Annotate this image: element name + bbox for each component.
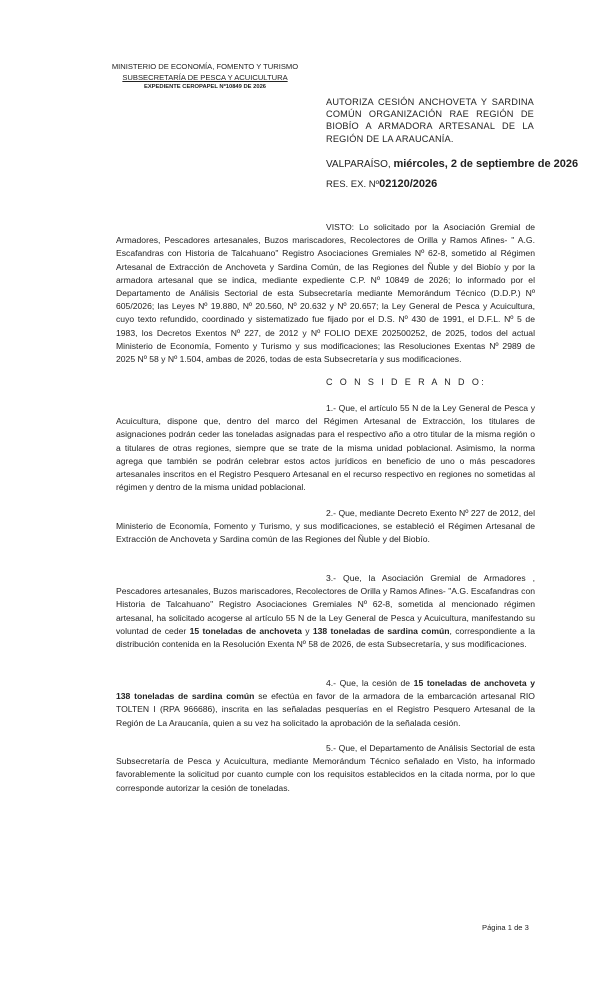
considerando-3 [116,572,535,651]
resolution-value: 02120/2026 [379,178,438,190]
considerando-1: 1.- Que, el artículo 55 N de la Ley General de Pesca y Acuicultura, dispone que, dentro del marco del Régimen Artesanal de Extracción, los titulares de asignaciones podrán ceder las toneladas asignadas para el respectivo año a otro titular de la misma región o a titulares de otras regiones, siempre que se trate de la misma unidad poblacional. Asimismo, la norma agrega que también se podrán celebrar estos actos jurídicos en beneficio de uno o más pescadores artesanales inscritos en el Registro Pesquero Artesanal en el recurso respectivo en regiones no sometidas al régimen y dentro de la misma unidad poblacional. [116,403,535,493]
c4-toneladas: 15 toneladas de anchoveta y 138 toneladas de sardina común [116,678,535,702]
visto-lead: VISTO: [326,222,355,232]
c3-anchoveta: 15 toneladas de anchoveta [189,625,302,636]
expediente-number: EXPEDIENTE CEROPAPEL Nº10849 DE 2026 [143,84,267,90]
considerando-5: 5.- Que, el Departamento de Análisis Sectorial de esta Subsecretaría de Pesca y Acuicultura, mediante Memorándum Técnico señalado en Visto, ha informado favorablemente la solicitud por cuanto cumple con los requisitos establecidos en la citada norma, por lo que corresponde autorizar la cesión de toneladas. [116,743,535,793]
subsecretaria-name: SUBSECRETARÍA DE PESCA Y ACUICULTURA [122,73,288,82]
c3-text-c: y [301,625,313,636]
considerando-2: 2.- Que, mediante Decreto Exento Nº 227 de 2012, del Ministerio de Economía, Fomento y Turismo, y sus modificaciones, se estableció el Régimen Artesanal de Extracción de Anchoveta y Sardina común de las Regiones del Ñuble y del Biobío. [116,508,535,545]
c3-text-a: 3.- Que, la Asociación Gremial de Armadores , Pescadores artesanales, Buzos mariscadores, Recolectores de Orilla y Ramos Afines- "A.G. Escafandras con Historia de Talcahuano" Registro Asociaciones Gremiales Nº 62-8, sometida al mencionado régimen artesanal, ha solicitado acogerse al artículo 55 N de la Ley General de Pesca y Acuicultura, manifestando su voluntad de ceder [116,573,535,636]
visto-text: Lo solicitado por la Asociación Gremial de Armadores, Pescadores artesanales, Buzos mariscadores, Recolectores de Orilla y Ramos Afines- " A.G. Escafandras con Historia de Talcahuano" Registro Asociaciones Gremiales Nº 62-8, sometido al Régimen Artesanal de Extracción de Anchoveta y Sardina Común, de las Regiones del Ñuble y del Biobío y por la armadora artesanal que se indica, mediante expediente C.P. Nº 10849 de 2026; lo informado por el Departamento de Análisis Sectorial de esta Subsecretaría mediante Memorándum Técnico (D.D.P.) Nº 605/2026; las Leyes Nº 19.880, Nº 20.560, Nº 20.632 y Nº 20.657; la Ley General de Pesca y Acuicultura, cuyo texto refundido, coordinado y sistematizado fue fijado por el D.S. Nº 430 de 1991, el D.F.L. Nº 5 de 1983, los Decretos Exentos Nº 227, de 2012 y Nº FOLIO DEXE 202500252, de 2025, todos del actual Ministerio de Economía, Fomento y Turismo y sus modificaciones; las Resoluciones Exentas Nº 2989 de 2025 Nº 58 y Nº 1.504, ambas de 2026, todas de esta Subsecretaría y sus modificaciones. [116,222,535,365]
resolution-title: AUTORIZA CESIÓN ANCHOVETA Y SARDINA COMÚN ORGANIZACIÓN RAE REGIÓN DE BIOBÍO A ARMADORA ARTESANAL DE LA REGIÓN DE LA ARAUCANÍA. [326,97,534,144]
resolution-label: RES. EX. Nº [326,179,380,190]
considerando-heading: C O N S I D E R A N D O: [326,377,487,387]
considerando-4 [116,677,535,730]
c3-text-d: , correspondiente a la distribución contenida en la Resolución Exenta Nº 58 de 2026, de esta Subsecretaría, y sus modificaciones. [116,625,535,650]
visto-paragraph [116,221,535,366]
city: VALPARAÍSO, [326,159,391,170]
c3-sardina: 138 toneladas de sardina común [312,625,450,636]
date: miércoles, 2 de septiembre de 2026 [393,158,579,170]
c4-text-c: se efectúa en favor de la armadora de la embarcación artesanal RIO TOLTEN I (RPA 966686), inscrita en las señaladas pesquerías en el Registro Pesquero Artesanal de la Región de La Araucanía, quien a su vez ha solicitado la aprobación de la señalada cesión. [116,691,535,728]
page-number: Página 1 de 3 [482,923,529,932]
ministry-name: MINISTERIO DE ECONOMÍA, FOMENTO Y TURISMO [111,62,299,71]
c4-text-a: 4.- Que, la cesión de [326,678,414,688]
place-date [326,158,586,170]
resolution-number [326,178,437,190]
document-header [100,61,310,92]
